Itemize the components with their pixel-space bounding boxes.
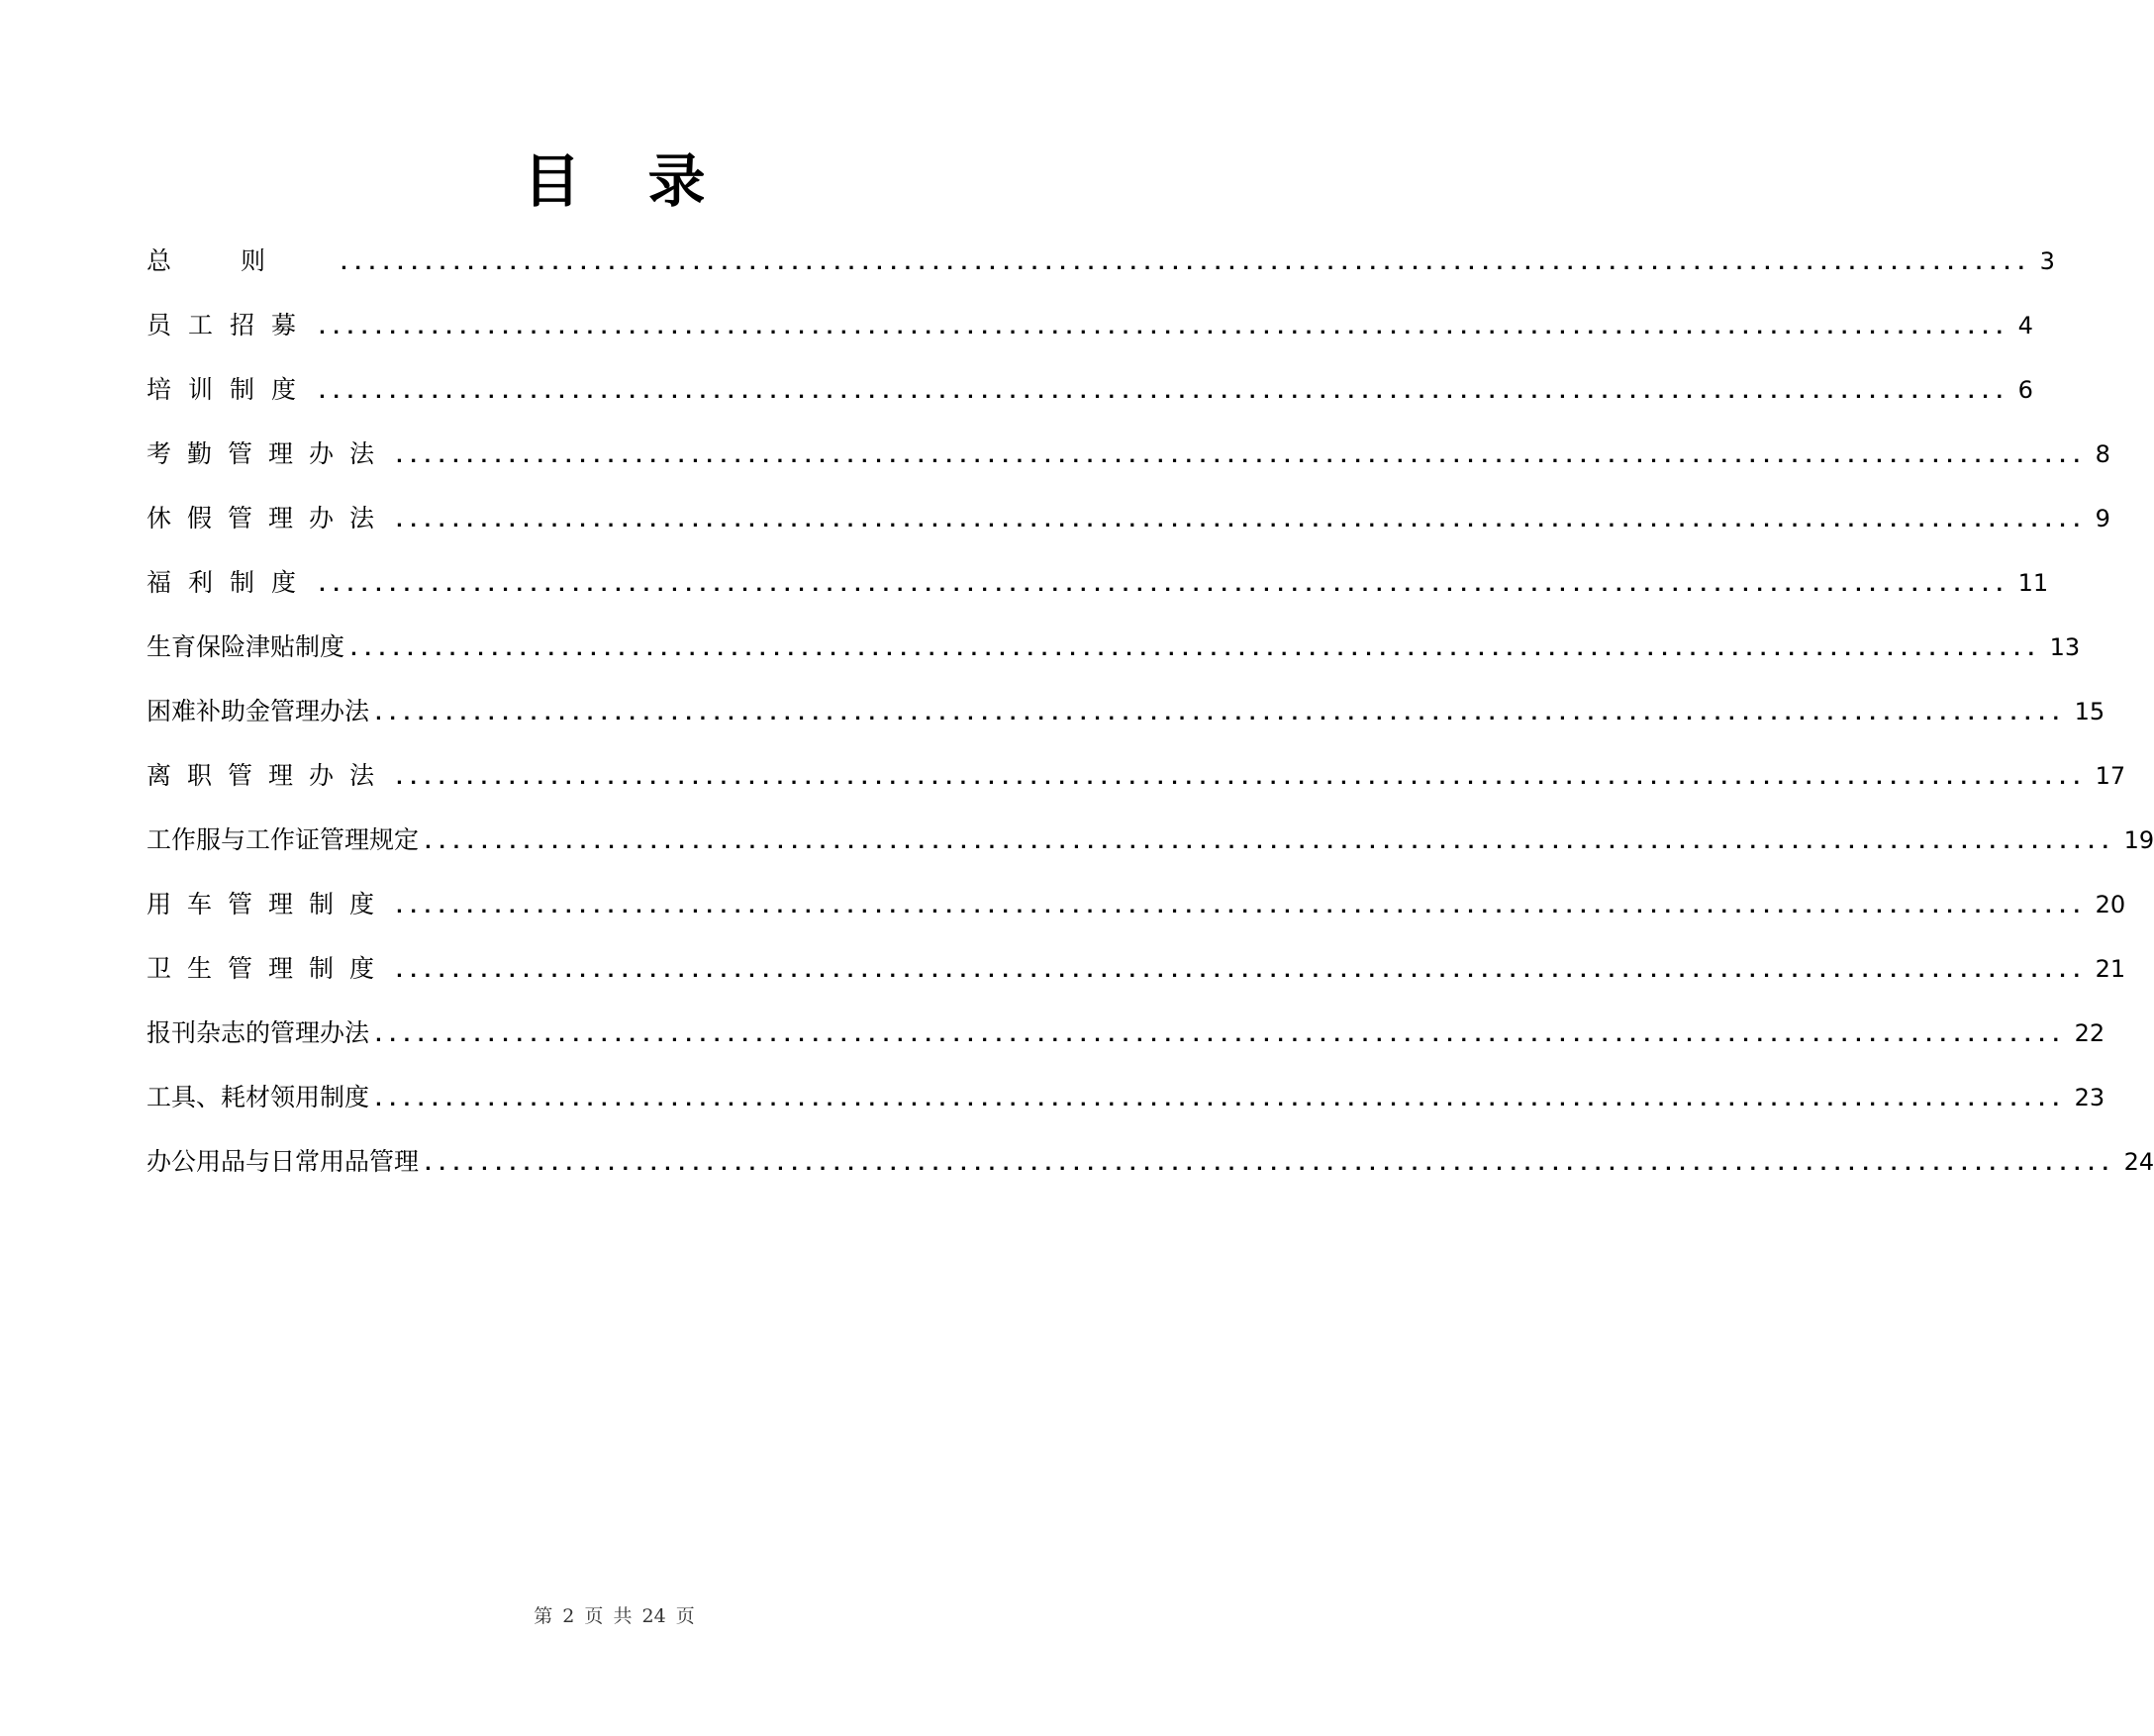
toc-entry[interactable] (147, 885, 2126, 949)
toc-entry[interactable] (147, 949, 2126, 1013)
toc-entry-label: 总则 (147, 246, 336, 275)
toc-entry-label: 福利制度 (147, 568, 314, 597)
toc-entry[interactable] (147, 563, 2049, 627)
toc-entry[interactable] (147, 241, 2055, 306)
toc-entry[interactable] (147, 820, 2154, 885)
toc-entry-page: 6 (2017, 376, 2033, 404)
toc-entry[interactable] (147, 1142, 2154, 1206)
toc-entry-page: 23 (2074, 1084, 2105, 1111)
toc-dot-leader: ........................................................................................................................ (375, 704, 2067, 724)
toc-entry[interactable] (147, 306, 2033, 370)
toc-dot-leader: ........................................................................................................................ (319, 318, 2010, 338)
toc-entry-label: 困难补助金管理办法 (147, 697, 370, 725)
toc-entry-label: 报刊杂志的管理办法 (147, 1018, 370, 1047)
toc-dot-leader: ........................................................................................................................ (375, 1025, 2067, 1046)
toc-dot-leader: ........................................................................................................................ (396, 446, 2088, 467)
toc-entry-page: 20 (2095, 891, 2126, 918)
page-title (0, 146, 1228, 216)
toc-entry[interactable] (147, 370, 2033, 434)
toc-entry-label: 离职管理办法 (147, 761, 391, 790)
toc-entry-label: 考勤管理办法 (147, 439, 391, 468)
table-of-contents (147, 241, 2154, 1206)
toc-entry[interactable] (147, 1078, 2105, 1142)
toc-entry-label: 卫生管理制度 (147, 954, 391, 983)
footer-suffix: 页 (675, 1605, 695, 1627)
toc-entry-page: 24 (2123, 1148, 2154, 1176)
toc-entry-label: 工作服与工作证管理规定 (147, 825, 420, 854)
toc-entry-page: 13 (2049, 633, 2081, 661)
toc-entry-page: 11 (2017, 569, 2049, 597)
toc-entry-page: 3 (2039, 247, 2055, 275)
toc-dot-leader: ........................................................................................................................ (396, 768, 2088, 789)
toc-dot-leader: ........................................................................................................................ (425, 1154, 2116, 1175)
toc-entry-page: 4 (2017, 312, 2033, 339)
toc-entry-label: 生育保险津贴制度 (147, 632, 345, 661)
toc-entry-label: 办公用品与日常用品管理 (147, 1147, 420, 1176)
toc-dot-leader: ........................................................................................................................ (396, 511, 2088, 531)
toc-entry-label: 用车管理制度 (147, 890, 391, 918)
toc-entry-label: 休假管理办法 (147, 504, 391, 532)
toc-entry[interactable] (147, 756, 2126, 820)
footer-middle: 页 共 (584, 1605, 633, 1627)
toc-entry-label: 培训制度 (147, 375, 314, 404)
toc-dot-leader: ........................................................................................................................ (396, 961, 2088, 982)
toc-dot-leader: ........................................................................................................................ (350, 639, 2042, 660)
toc-entry-page: 15 (2074, 698, 2105, 725)
toc-entry[interactable] (147, 499, 2110, 563)
toc-entry[interactable] (147, 434, 2110, 499)
toc-dot-leader: ........................................................................................................................ (341, 253, 2032, 274)
page-title-char: 录 (647, 147, 706, 215)
toc-dot-leader: ........................................................................................................................ (396, 897, 2088, 917)
toc-dot-leader: ........................................................................................................................ (425, 832, 2116, 853)
toc-entry[interactable] (147, 1013, 2105, 1078)
toc-entry-page: 8 (2095, 440, 2110, 468)
toc-entry-page: 22 (2074, 1019, 2105, 1047)
footer-current-page: 2 (562, 1605, 575, 1627)
footer-prefix: 第 (534, 1605, 553, 1627)
page-title-char: 目 (523, 147, 581, 215)
toc-entry-page: 19 (2123, 826, 2154, 854)
toc-entry-label: 工具、耗材领用制度 (147, 1083, 370, 1111)
toc-dot-leader: ........................................................................................................................ (319, 382, 2010, 403)
toc-entry[interactable] (147, 627, 2081, 692)
toc-entry-label: 员工招募 (147, 311, 314, 339)
page-footer (0, 1601, 1228, 1628)
toc-entry-page: 21 (2095, 955, 2126, 983)
toc-dot-leader: ........................................................................................................................ (375, 1090, 2067, 1110)
footer-total-pages: 24 (641, 1605, 666, 1627)
toc-entry-page: 9 (2095, 505, 2110, 532)
toc-entry[interactable] (147, 692, 2105, 756)
toc-dot-leader: ........................................................................................................................ (319, 575, 2010, 596)
toc-entry-page: 17 (2095, 762, 2126, 790)
